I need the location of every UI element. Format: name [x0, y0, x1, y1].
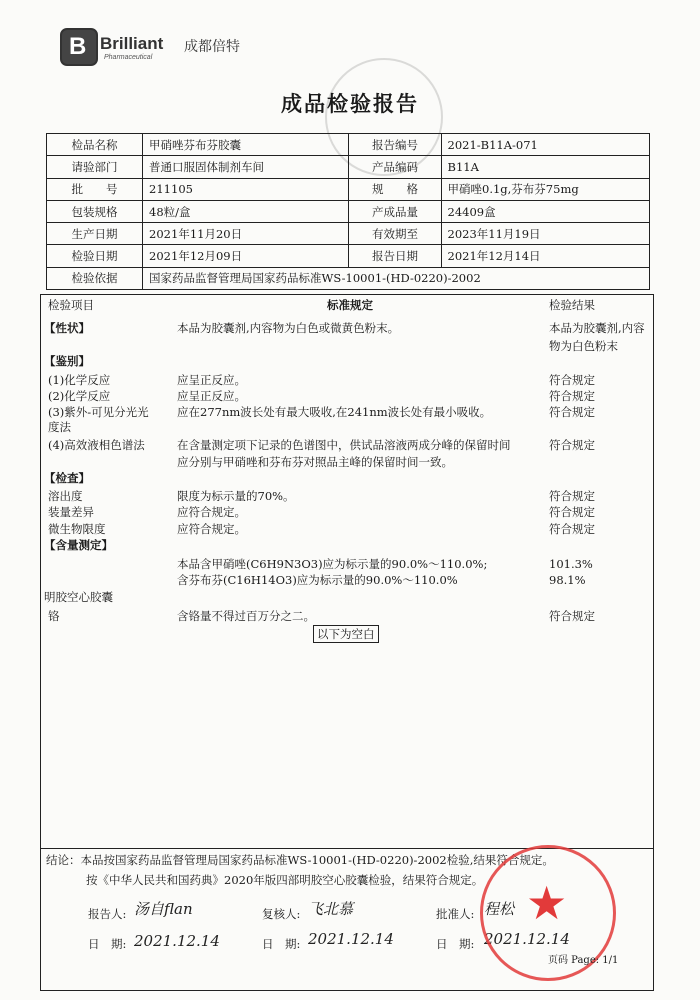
- info-label: 有效期至: [349, 223, 441, 245]
- result-text: 符合规定: [549, 438, 595, 452]
- brand-name-cn: 成都倍特: [184, 39, 240, 55]
- result-text: 符合规定: [549, 522, 595, 536]
- basis-row: [47, 267, 650, 289]
- item-label: 度法: [48, 420, 71, 434]
- section-jiancha: 【检查】: [44, 471, 90, 485]
- info-row: [47, 223, 650, 245]
- info-value: 甲硝唑0.1g,芬布芬75mg: [441, 178, 650, 200]
- std-text: 应符合规定。: [177, 505, 246, 519]
- info-label: 包装规格: [47, 200, 143, 222]
- result-text: 符合规定: [549, 609, 595, 623]
- std-text: 应呈正反应。: [177, 373, 246, 387]
- std-text: 在含量测定项下记录的色谱图中，供试品溶液两成分峰的保留时间: [177, 438, 511, 452]
- reporter-label: 报告人:: [88, 907, 127, 921]
- reviewer-label: 复核人:: [262, 907, 301, 921]
- info-row: [47, 134, 650, 156]
- info-row: [47, 245, 650, 267]
- info-value: 2021年12月09日: [143, 245, 349, 267]
- item-label: (4)高效液相色谱法: [48, 438, 145, 452]
- info-label: 生产日期: [47, 223, 143, 245]
- date-handwritten: 2021.12.14: [484, 930, 570, 948]
- info-table: [46, 133, 650, 290]
- basis-value: 国家药品监督管理局国家药品标准WS-10001-(HD-0220)-2002: [143, 267, 650, 289]
- info-value: 2021年12月14日: [441, 245, 650, 267]
- info-label: 产品编码: [349, 156, 441, 178]
- result-text: 符合规定: [549, 505, 595, 519]
- std-text: 限度为标示量的70%。: [177, 489, 295, 503]
- date-handwritten: 2021.12.14: [134, 932, 220, 950]
- info-label: 报告日期: [349, 245, 441, 267]
- conclusion-line2: 按《中华人民共和国药典》2020年版四部明胶空心胶囊检验，结果符合规定。: [86, 873, 484, 887]
- blank-marker: 以下为空白: [313, 627, 379, 642]
- info-value: 2021年11月20日: [143, 223, 349, 245]
- conclusion-line1: 结论：本品按国家药品监督管理局国家药品标准WS-10001-(HD-0220)-2002检验,结果符合规定。: [46, 853, 554, 867]
- result-text: 物为白色粉末: [549, 339, 618, 353]
- info-value: 甲硝唑芬布芬胶囊: [143, 134, 349, 156]
- item-label: (2)化学反应: [48, 389, 111, 403]
- std-text: 本品为胶囊剂,内容物为白色或微黄色粉末。: [177, 321, 400, 335]
- company-logo: B: [60, 28, 98, 66]
- result-text: 98.1%: [549, 573, 586, 587]
- seal-star-icon: ★: [526, 876, 568, 930]
- col-item-header: 检验项目: [48, 298, 94, 312]
- result-text: 符合规定: [549, 389, 595, 403]
- std-text: 含芬布芬(C16H14O3)应为标示量的90.0%～110.0%: [177, 573, 458, 587]
- result-text: 符合规定: [549, 373, 595, 387]
- date-handwritten: 2021.12.14: [308, 930, 394, 948]
- info-label: 检品名称: [47, 134, 143, 156]
- col-std-header: 标准规定: [327, 298, 373, 312]
- info-value: 2023年11月19日: [441, 223, 650, 245]
- page-number: 页码 Page: 1/1: [548, 955, 619, 966]
- result-text: 本品为胶囊剂,内容: [549, 321, 645, 335]
- info-value: 普通口服固体制剂车间: [143, 156, 349, 178]
- info-row: [47, 156, 650, 178]
- info-label: 检验日期: [47, 245, 143, 267]
- item-label: 装量差异: [48, 505, 94, 519]
- info-row: [47, 200, 650, 222]
- std-text: 含铬量不得过百万分之二。: [177, 609, 315, 623]
- brand-subtitle: Pharmaceutical: [104, 54, 153, 61]
- date-label: 日 期:: [88, 937, 127, 951]
- item-label: (3)紫外-可见分光光: [48, 405, 149, 419]
- date-label: 日 期:: [262, 937, 301, 951]
- approver-signature: 程松: [484, 900, 515, 918]
- page-title: 成品检验报告: [281, 92, 419, 116]
- item-label: (1)化学反应: [48, 373, 111, 387]
- result-text: 符合规定: [549, 405, 595, 419]
- std-text: 应分别与甲硝唑和芬布芬对照品主峰的保留时间一致。: [177, 455, 453, 469]
- item-label: 铬: [48, 609, 60, 623]
- approver-label: 批准人:: [436, 907, 475, 921]
- section-xingzhuang: 【性状】: [44, 321, 90, 335]
- item-label: 微生物限度: [48, 522, 106, 536]
- basis-label: 检验依据: [47, 267, 143, 289]
- col-result-header: 检验结果: [549, 298, 595, 312]
- result-text: 101.3%: [549, 557, 593, 571]
- info-value: 211105: [143, 178, 349, 200]
- info-label: 批 号: [47, 178, 143, 200]
- info-value: 24409盒: [441, 200, 650, 222]
- info-label: 产成品量: [349, 200, 441, 222]
- std-text: 应呈正反应。: [177, 389, 246, 403]
- std-text: 本品含甲硝唑(C6H9N3O3)应为标示量的90.0%～110.0%;: [177, 557, 488, 571]
- reviewer-signature: 飞北慕: [308, 900, 354, 918]
- date-label: 日 期:: [436, 937, 475, 951]
- info-value: B11A: [441, 156, 650, 178]
- info-row: [47, 178, 650, 200]
- item-label: 明胶空心胶囊: [44, 590, 113, 604]
- reporter-signature: 汤自flan: [134, 900, 193, 918]
- std-text: 应符合规定。: [177, 522, 246, 536]
- info-label: 报告编号: [349, 134, 441, 156]
- section-jianbie: 【鉴别】: [44, 354, 90, 368]
- info-value: 48粒/盒: [143, 200, 349, 222]
- info-label: 规 格: [349, 178, 441, 200]
- section-hanliang: 【含量测定】: [44, 538, 113, 552]
- brand-name: Brilliant: [100, 34, 164, 53]
- result-text: 符合规定: [549, 489, 595, 503]
- info-label: 请验部门: [47, 156, 143, 178]
- std-text: 应在277nm波长处有最大吸收,在241nm波长处有最小吸收。: [177, 405, 492, 419]
- item-label: 溶出度: [48, 489, 83, 503]
- info-value: 2021-B11A-071: [441, 134, 650, 156]
